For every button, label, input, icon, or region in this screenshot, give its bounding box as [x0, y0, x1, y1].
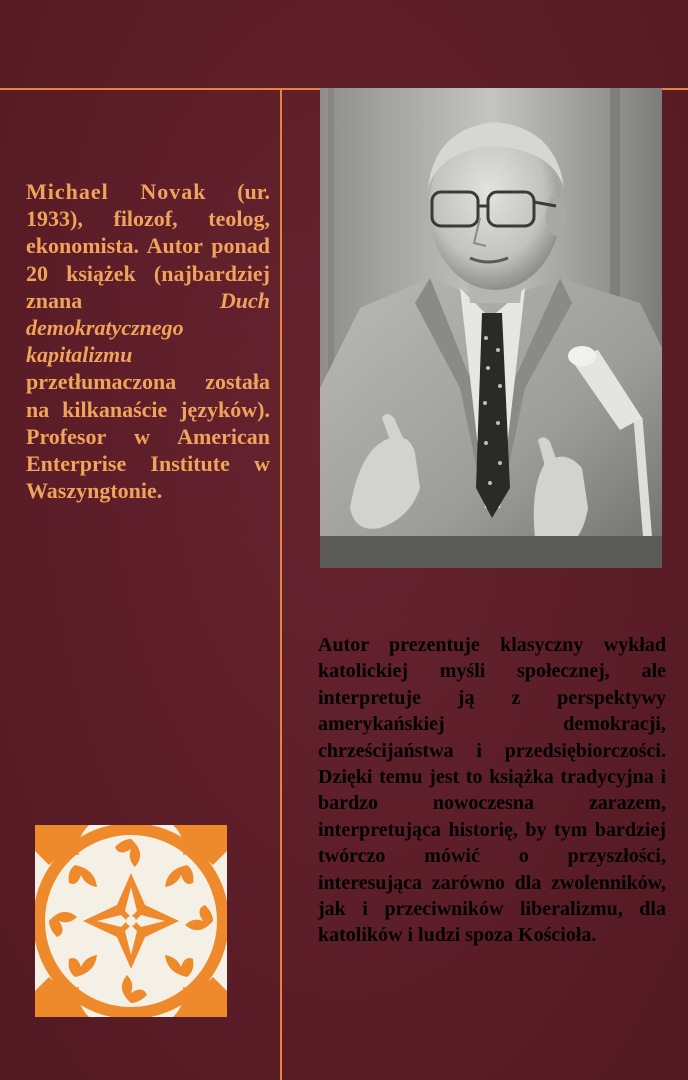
author-bio-paragraph [26, 178, 270, 504]
vertical-divider-line [280, 88, 282, 1080]
author-name: Michael Novak [26, 179, 207, 204]
book-title: Duch demokratycznego kapitalizmu [26, 287, 270, 368]
ornamental-cross-emblem-icon [35, 825, 227, 1017]
description-paragraph: Autor prezentuje klasyczny wykład katolickiej myśli społecznej, ale interpretuje ją z perspektywy amerykańskiej demokracji, chrześcijaństwa i przedsiębiorczości. Dzięki temu jest to książka tradycyjna i bardzo nowoczesna zarazem, interpretująca historię, by tym bardziej twórczo mówić o przyszłości, interesująca zarówno dla zwolenników, jak i przeciwników liberalizmu, dla katolików i ludzi spoza Kościoła. [318, 634, 666, 947]
bio-text-before-title: (ur. 1933), filozof, teolog, ekonomista. Autor ponad 20 książek (najbardziej znana [26, 179, 270, 313]
author-portrait-photo [320, 88, 662, 568]
bio-text-after-title: przetłumaczona została na kilkanaście języków). Profesor w American Enterprise Institute w Waszyngtonie. [26, 369, 270, 504]
book-description [318, 632, 666, 949]
author-bio [26, 178, 270, 504]
